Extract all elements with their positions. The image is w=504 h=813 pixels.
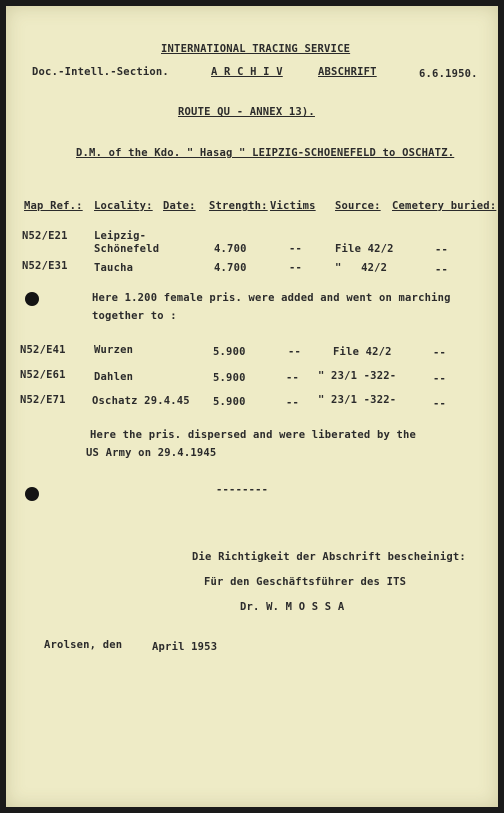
row3-source: File 42/2 (333, 346, 392, 358)
org-title: INTERNATIONAL TRACING SERVICE (161, 43, 351, 55)
row5-strength: 5.900 (213, 396, 246, 408)
row2-cemetery: -- (435, 264, 449, 276)
row4-source: " 23/1 -322- (318, 370, 397, 382)
certification-line2: Für den Geschäftsführer des ITS (204, 576, 407, 588)
note-liberated-line2: US Army on 29.4.1945 (86, 447, 217, 459)
row3-locality: Wurzen (94, 344, 134, 356)
row2-ref: N52/E31 (22, 260, 68, 272)
footer-date: April 1953 (152, 641, 218, 653)
note-liberated-line1: Here the pris. dispersed and were liberated by the (90, 429, 417, 441)
col-header-strength: Strength: (209, 200, 268, 212)
punch-hole-lower (25, 487, 39, 501)
row4-locality: Dahlen (94, 371, 134, 383)
route-annex: ROUTE QU - ANNEX 13). (178, 106, 315, 118)
separator-line: -------- (216, 484, 269, 496)
row1-cemetery: -- (435, 244, 449, 256)
row5-locality: Oschatz 29.4.45 (92, 395, 190, 407)
row4-ref: N52/E61 (20, 369, 66, 381)
row3-ref: N52/E41 (20, 344, 66, 356)
col-header-locality: Locality: (94, 200, 153, 212)
row4-strength: 5.900 (213, 372, 246, 384)
col-header-source: Source: (335, 200, 381, 212)
certification-signatory: Dr. W. M O S S A (240, 601, 345, 613)
row2-strength: 4.700 (214, 262, 247, 274)
row5-cemetery: -- (433, 398, 447, 410)
archiv-label: A R C H I V (211, 66, 283, 78)
row1-strength: 4.700 (214, 243, 247, 255)
abschrift-label: ABSCHRIFT (318, 66, 377, 78)
row4-cemetery: -- (433, 373, 447, 385)
col-header-victims: Victims (270, 200, 316, 212)
row1-locality-cont: Schönefeld (94, 243, 160, 255)
row5-ref: N52/E71 (20, 394, 66, 406)
row2-source: " 42/2 (335, 262, 388, 274)
col-header-cemetery: Cemetery buried: (392, 200, 497, 212)
row5-victims: -- (286, 397, 300, 409)
document-date: 6.6.1950. (419, 68, 478, 80)
row1-victims: -- (289, 243, 303, 255)
certification-line1: Die Richtigkeit der Abschrift bescheinigt: (192, 551, 466, 563)
row3-cemetery: -- (433, 347, 447, 359)
col-header-map-ref: Map Ref.: (24, 200, 83, 212)
row1-source: File 42/2 (335, 243, 394, 255)
row3-victims: -- (288, 346, 302, 358)
subject-line: D.M. of the Kdo. " Hasag " LEIPZIG-SCHOENEFELD to OSCHATZ. (76, 147, 455, 159)
note-added-line2: together to : (92, 310, 177, 322)
row3-strength: 5.900 (213, 346, 246, 358)
note-added-line1: Here 1.200 female pris. were added and went on marching (92, 292, 451, 304)
row1-locality: Leipzig- (94, 230, 147, 242)
row5-source: " 23/1 -322- (318, 394, 397, 406)
row4-victims: -- (286, 372, 300, 384)
row2-victims: -- (289, 262, 303, 274)
section-label: Doc.-Intell.-Section. (32, 66, 169, 78)
footer-place: Arolsen, den (44, 639, 123, 651)
row2-locality: Taucha (94, 262, 134, 274)
document-page (6, 6, 498, 807)
col-header-date: Date: (163, 200, 196, 212)
row1-ref: N52/E21 (22, 230, 68, 242)
punch-hole-upper (25, 292, 39, 306)
